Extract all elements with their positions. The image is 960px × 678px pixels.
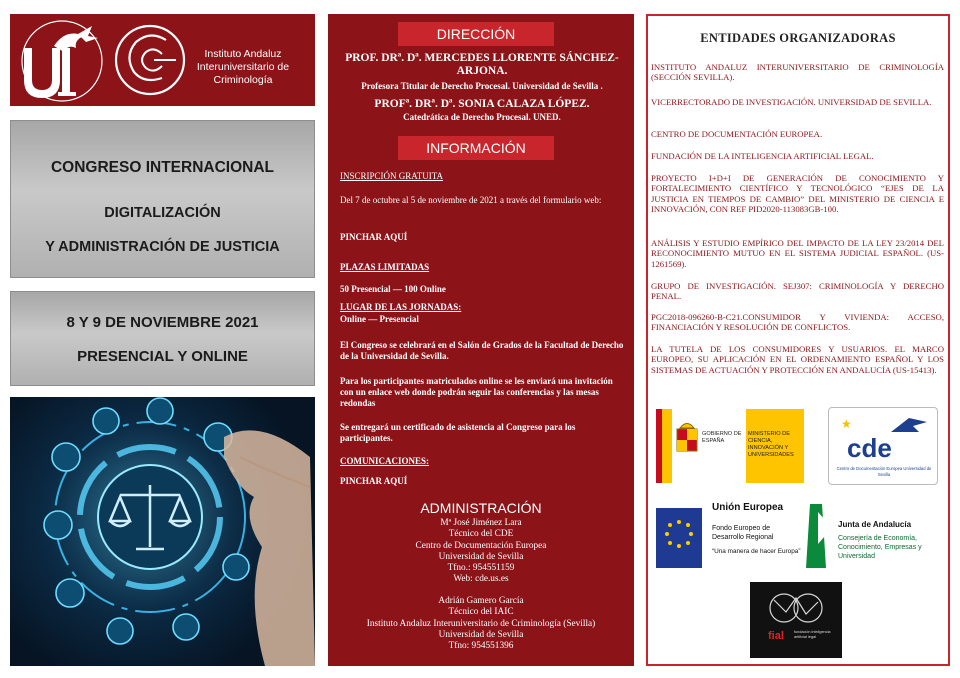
entity-item: CENTRO DE DOCUMENTACIÓN EUROPEA. bbox=[651, 129, 823, 139]
entidades-title: ENTIDADES ORGANIZADORAS bbox=[700, 31, 896, 45]
cde-wordmark: cde bbox=[847, 433, 892, 463]
contact2-phone: Tfno: 954551396 bbox=[448, 641, 514, 652]
fial-logo bbox=[750, 582, 842, 658]
eu-fondo: Fondo Europeo de Desarrollo Regional bbox=[712, 525, 774, 541]
comunicaciones-title: COMUNICACIONES: bbox=[340, 456, 430, 466]
event-date-line2: PRESENCIAL Y ONLINE bbox=[77, 348, 248, 365]
contact1-web[interactable]: Web: cde.us.es bbox=[453, 574, 509, 585]
contact1-phone: Tfno.: 954551159 bbox=[447, 563, 515, 574]
middle-panel bbox=[328, 14, 634, 666]
plazas-text: 50 Presencial — 100 Online bbox=[340, 284, 446, 294]
junta-title: Junta de Andalucía bbox=[838, 520, 912, 529]
contact1-org: Centro de Documentación Europea bbox=[415, 540, 547, 551]
entity-item: LA TUTELA DE LOS CONSUMIDORES Y USUARIOS. EL MARCO EUROPEO, SU APLICACIÓN EN EL ORDENAMIENTO ESPAÑOL Y LOS SISTEMAS DE ACTUACIÓN Y PROTECCIÓN EN ANDALUCÍA (US-15413). bbox=[651, 344, 944, 375]
fial-subtitle: fundación inteligencia artificial legal bbox=[794, 630, 831, 639]
event-title-line2: DIGITALIZACIÓN bbox=[104, 205, 221, 221]
eu-logo bbox=[656, 500, 802, 574]
right-panel bbox=[646, 14, 950, 666]
contact2-role: Técnico del IAIC bbox=[448, 607, 514, 618]
cde-subtitle: Centro de Documentación Europea Universidad de Sevilla bbox=[836, 466, 932, 477]
left-panel bbox=[10, 14, 315, 666]
university-of-seville-logo bbox=[14, 18, 106, 104]
plazas-title: PLAZAS LIMITADAS bbox=[340, 262, 430, 272]
contact1-role: Técnico del CDE bbox=[448, 529, 514, 540]
direccion-header: DIRECCIÓN bbox=[398, 22, 554, 46]
inscripcion-text: Del 7 de octubre al 5 de noviembre de 2021 a través del formulario web: bbox=[340, 195, 602, 205]
digital-justice-illustration bbox=[10, 397, 315, 666]
justice-scale-icon bbox=[10, 397, 315, 666]
contact2-name: Adrián Gamero García bbox=[438, 596, 524, 606]
fial-wordmark: fial bbox=[768, 630, 784, 642]
inscripcion-link[interactable]: PINCHAR AQUÍ bbox=[340, 232, 408, 242]
eu-lema: “Una manera de hacer Europa” bbox=[712, 548, 801, 555]
event-date-box bbox=[10, 291, 315, 386]
contact2-org: Instituto Andaluz Interuniversitario de Criminología (Sevilla) bbox=[366, 618, 596, 629]
entity-item: PROYECTO I+D+I DE GENERACIÓN DE CONOCIMIENTO Y FORTALECIMIENTO CIENTÍFICO Y TECNOLÓGICO “EJES DE LA JUSTICIA EN TIEMPOS DE CAMBIO” DEL MINISTERIO DE CIENCIA E INNOVACIÓN, CON REF PID2020-113083GB-100. bbox=[651, 173, 944, 215]
institute-name: Instituto Andaluz Interuniversitario de Criminología bbox=[196, 48, 290, 86]
logo-banner bbox=[10, 14, 315, 106]
brain-network-icon bbox=[766, 590, 826, 626]
junta-consejeria: Consejería de Economía, Conocimiento, Empresas y Universidad bbox=[838, 535, 922, 560]
event-title-box bbox=[10, 120, 315, 278]
salon-paragraph: El Congreso se celebrará en el Salón de Grados de la Facultad de Derecho de la Universidad de Sevilla. bbox=[340, 340, 624, 361]
admin-contact-2 bbox=[334, 596, 628, 652]
informacion-header: INFORMACIÓN bbox=[398, 136, 554, 160]
eu-flag-icon bbox=[656, 500, 702, 572]
entity-item: INSTITUTO ANDALUZ INTERUNIVERSITARIO DE CRIMINOLOGÍA (SECCIÓN SEVILLA). bbox=[651, 62, 944, 83]
coat-of-arms-icon bbox=[674, 419, 700, 459]
director2-name: PROFª. DRª. Dª. SONIA CALAZA LÓPEZ. bbox=[374, 98, 590, 110]
entity-item: ANÁLISIS Y ESTUDIO EMPÍRICO DEL IMPACTO DE LA LEY 23/2014 DEL RECONOCIMIENTO MUTUO EN EL SISTEMA JUDICIAL ESPAÑOL. (US-1261569). bbox=[651, 238, 944, 269]
contact1-univ: Universidad de Sevilla bbox=[438, 551, 524, 562]
ministerio-label: MINISTERIO DE CIENCIA, INNOVACIÓN Y UNIVERSIDADES bbox=[748, 431, 794, 458]
lugar-text: Online — Presencial bbox=[340, 314, 419, 324]
event-title-line1: CONGRESO INTERNACIONAL bbox=[50, 159, 275, 176]
director2-role: Catedrática de Derecho Procesal. UNED. bbox=[403, 112, 561, 122]
admin-contact-1 bbox=[334, 518, 628, 586]
contact1-name: Mª José Jiménez Lara bbox=[440, 518, 522, 528]
administracion-header: ADMINISTRACIÓN bbox=[420, 500, 542, 516]
online-paragraph: Para los participantes matriculados online se les enviará una invitación con un enlace web donde podrán seguir las conferencias y las mesas redondas bbox=[340, 376, 613, 408]
eu-title: Unión Europea bbox=[712, 502, 784, 513]
event-date-line1: 8 Y 9 DE NOVIEMBRE 2021 bbox=[66, 314, 259, 331]
director1-name: PROF. DRª. Dª. MERCEDES LLORENTE SÁNCHEZ-ARJONA. bbox=[345, 52, 619, 77]
cde-logo bbox=[828, 407, 938, 485]
director1-role: Profesora Titular de Derecho Procesal. Universidad de Sevilla . bbox=[361, 81, 603, 91]
eu-stars-icon bbox=[839, 414, 929, 434]
event-title-line3: Y ADMINISTRACIÓN DE JUSTICIA bbox=[45, 239, 280, 255]
junta-emblem-icon bbox=[804, 498, 834, 574]
inscripcion-title: INSCRIPCIÓN GRATUITA bbox=[340, 171, 444, 181]
entity-item: FUNDACIÓN DE LA INTELIGENCIA ARTIFICIAL LEGAL. bbox=[651, 151, 874, 161]
gobierno-label: GOBIERNO DE ESPAÑA bbox=[702, 431, 742, 444]
certificado-paragraph: Se entregará un certificado de asistencia al Congreso para los participantes. bbox=[340, 422, 576, 443]
ministerio-logo bbox=[656, 409, 804, 483]
contact2-univ: Universidad de Sevilla bbox=[438, 629, 524, 640]
entity-item: VICERRECTORADO DE INVESTIGACIÓN. UNIVERSIDAD DE SEVILLA. bbox=[651, 97, 932, 107]
entity-item: PGC2018-096260-B-C21.CONSUMIDOR Y VIVIENDA: ACCESO, FINANCIACIÓN Y RESOLUCIÓN DE CONFLICTOS. bbox=[651, 312, 944, 333]
junta-andalucia-logo bbox=[804, 498, 946, 576]
svg-text:★: ★ bbox=[841, 417, 852, 431]
lugar-title: LUGAR DE LAS JORNADAS: bbox=[340, 302, 462, 312]
comunicaciones-link[interactable]: PINCHAR AQUÍ bbox=[340, 476, 408, 486]
entity-item: GRUPO DE INVESTIGACIÓN. SEJ307: CRIMINOLOGÍA Y DERECHO PENAL. bbox=[651, 281, 944, 302]
